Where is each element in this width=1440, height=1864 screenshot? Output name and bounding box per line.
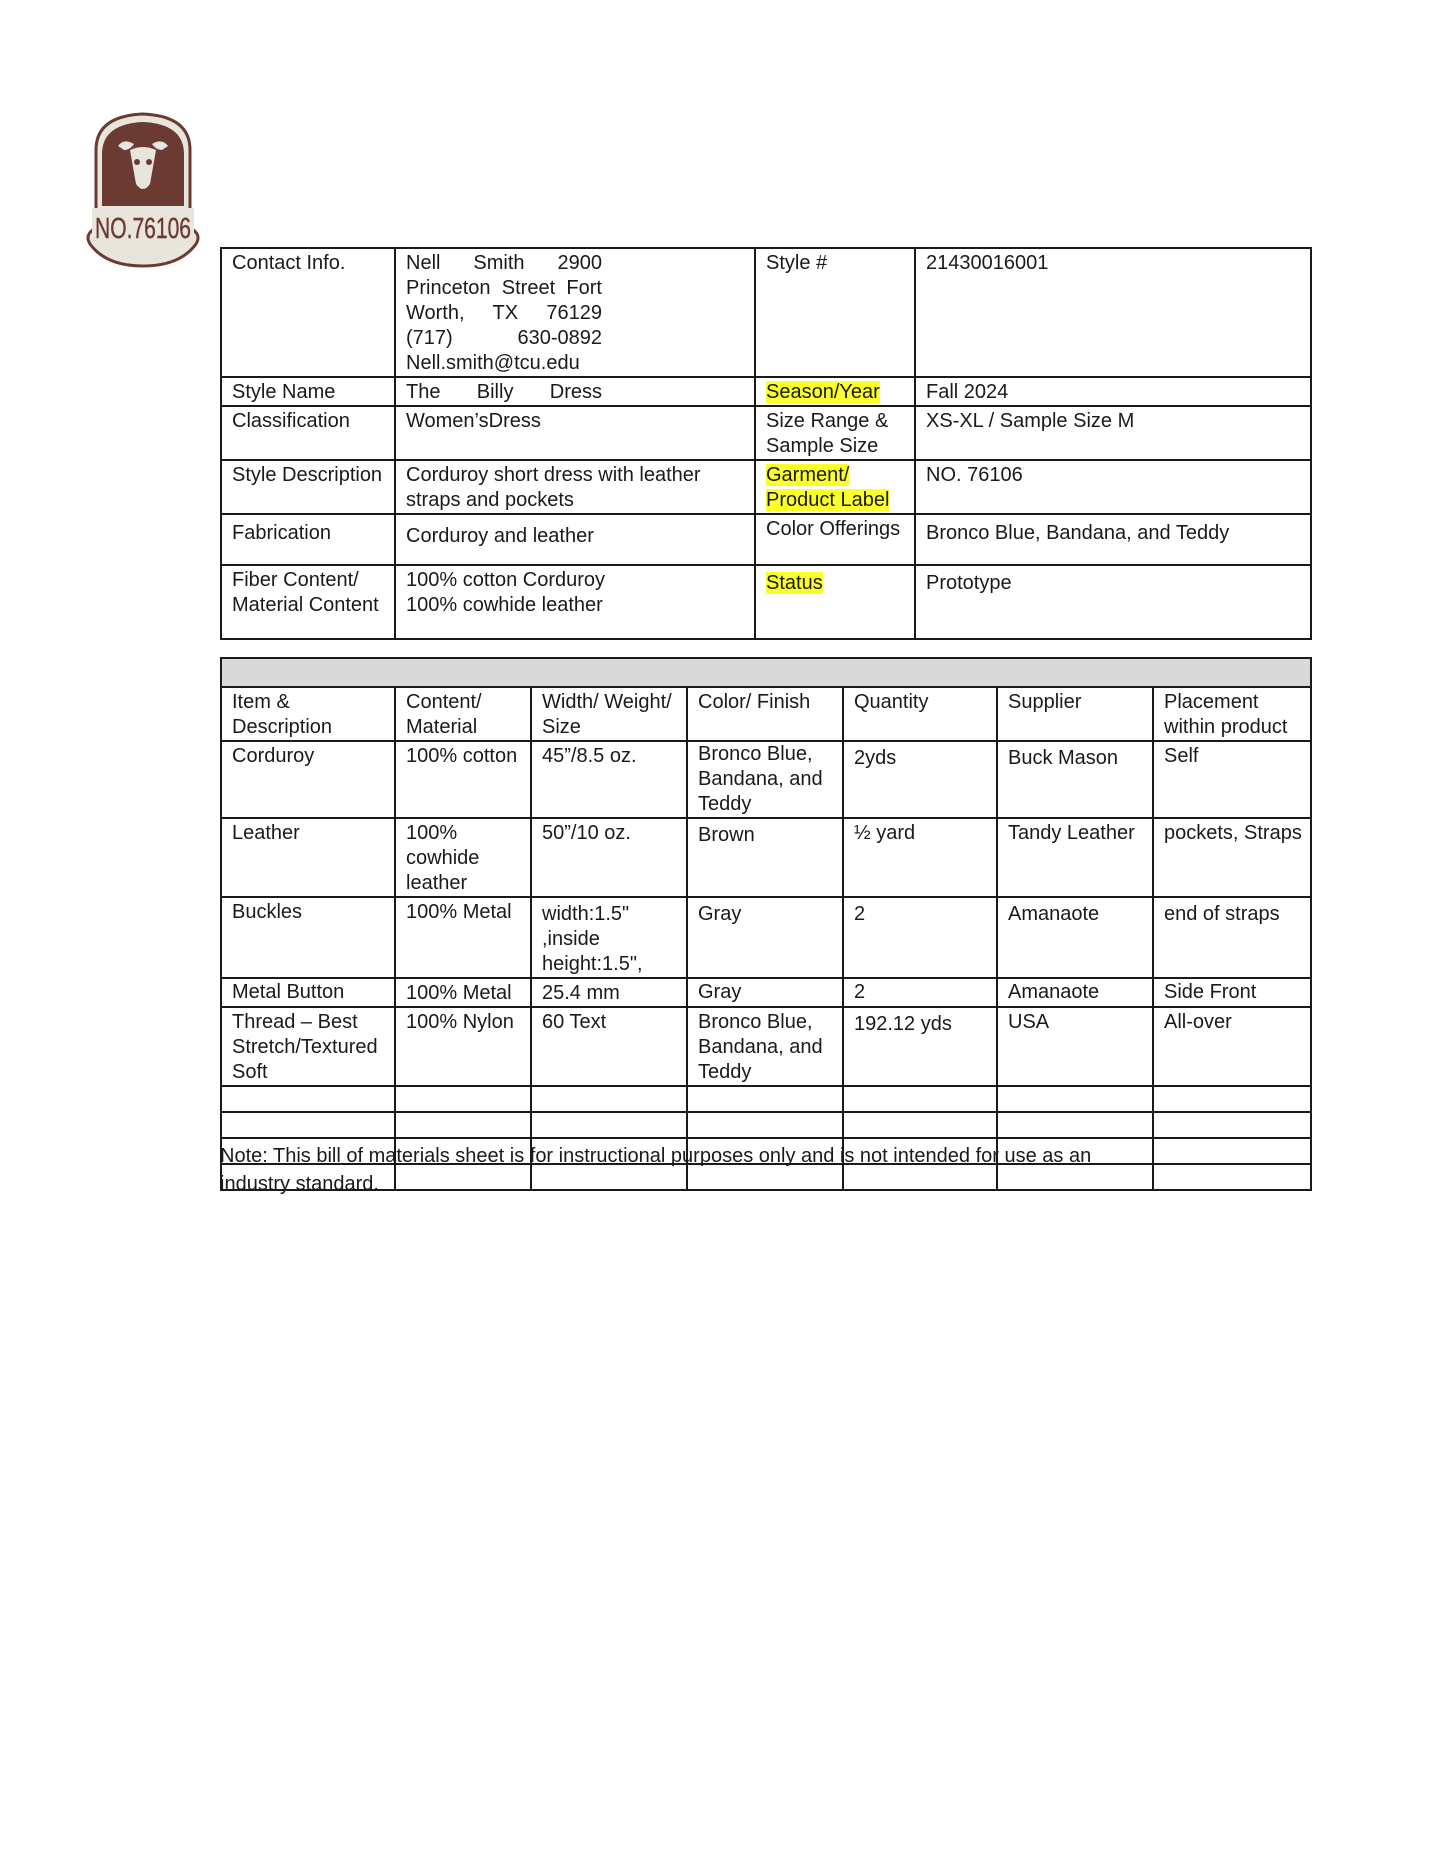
bull-skull-logo-icon (84, 110, 202, 268)
style-number-value: 21430016001 (915, 248, 1311, 377)
table-cell: ½ yard (843, 818, 997, 897)
table-row (221, 1007, 1311, 1086)
style-name-label: Style Name (221, 377, 395, 406)
table-cell: Amanaote (997, 978, 1153, 1007)
contact-label: Contact Info. (221, 248, 395, 377)
column-header: Color/ Finish (687, 687, 843, 741)
table-cell: 192.12 yds (843, 1007, 997, 1086)
table-cell: Gray (687, 897, 843, 978)
table-cell: 45”/8.5 oz. (531, 741, 687, 818)
fabrication-value: Corduroy and leather (395, 514, 755, 565)
classification-label: Classification (221, 406, 395, 460)
materials-table (220, 657, 1312, 1191)
table-cell: All-over (1153, 1007, 1311, 1086)
fabrication-label: Fabrication (221, 514, 395, 565)
table-cell: Side Front (1153, 978, 1311, 1007)
column-header: Item & Description (221, 687, 395, 741)
column-header: Placement within product (1153, 687, 1311, 741)
table-cell: 2 (843, 978, 997, 1007)
size-value: XS-XL / Sample Size M (915, 406, 1311, 460)
spec-row-style-name (221, 377, 1311, 406)
table-cell: 100% cotton (395, 741, 531, 818)
table-cell: Self (1153, 741, 1311, 818)
table-cell: 50”/10 oz. (531, 818, 687, 897)
table-row (221, 818, 1311, 897)
table-header-row (221, 687, 1311, 741)
spec-row-description (221, 460, 1311, 514)
season-label: Season/Year (766, 381, 880, 403)
table-cell: Leather (221, 818, 395, 897)
column-header: Supplier (997, 687, 1153, 741)
disclaimer-note: Note: This bill of materials sheet is for instructional purposes only and is not intended for use as an industry standard. (220, 1145, 1092, 1195)
color-offerings-value: Bronco Blue, Bandana, and Teddy (915, 514, 1311, 565)
table-cell: 100% Metal (395, 897, 531, 978)
table-cell: pockets, Straps (1153, 818, 1311, 897)
season-value: Fall 2024 (915, 377, 1311, 406)
table-row (221, 741, 1311, 818)
column-header: Quantity (843, 687, 997, 741)
color-offerings-label: Color Offerings (755, 514, 915, 565)
style-number-label: Style # (755, 248, 915, 377)
table-cell: Gray (687, 978, 843, 1007)
table-cell: 2 (843, 897, 997, 978)
table-cell: 100% Metal (395, 978, 531, 1007)
table-cell: Bronco Blue, Bandana, and Teddy (687, 1007, 843, 1086)
table-cell: Metal Button (221, 978, 395, 1007)
logo-text: NO.76106 (95, 213, 191, 245)
table-cell: Bronco Blue, Bandana, and Teddy (687, 741, 843, 818)
style-name-value: The Billy Dress (406, 381, 602, 403)
table-cell: width:1.5" ,inside height:1.5", (531, 897, 687, 978)
table-divider (221, 658, 1311, 687)
table-cell: Thread – Best Stretch/Textured Soft (221, 1007, 395, 1086)
garment-label: Garment/ Product Label (766, 464, 890, 511)
table-cell: 60 Text (531, 1007, 687, 1086)
column-header: Content/ Material (395, 687, 531, 741)
column-header: Width/ Weight/ Size (531, 687, 687, 741)
classification-value: Women’sDress (395, 406, 755, 460)
spec-row-fabrication (221, 514, 1311, 565)
table-cell: Buck Mason (997, 741, 1153, 818)
description-label: Style Description (221, 460, 395, 514)
fiber-label: Fiber Content/ Material Content (221, 565, 395, 639)
table-cell: 100% cowhide leather (395, 818, 531, 897)
description-value: Corduroy short dress with leather straps and pockets (395, 460, 755, 514)
table-cell: 100% Nylon (395, 1007, 531, 1086)
table-cell: Buckles (221, 897, 395, 978)
table-cell: 2yds (843, 741, 997, 818)
status-value: Prototype (915, 565, 1311, 639)
table-cell: end of straps (1153, 897, 1311, 978)
size-label: Size Range & Sample Size (755, 406, 915, 460)
spec-row-classification (221, 406, 1311, 460)
table-cell: Amanaote (997, 897, 1153, 978)
empty-row (221, 1112, 1311, 1138)
table-row (221, 897, 1311, 978)
table-cell: Brown (687, 818, 843, 897)
garment-value: NO. 76106 (915, 460, 1311, 514)
style-spec-table (220, 247, 1312, 640)
contact-value: Nell Smith 2900 Princeton Street Fort Worth, TX 76129 (717) 630-0892 Nell.smith@tcu.edu (406, 252, 602, 374)
empty-row (221, 1086, 1311, 1112)
brand-logo (84, 110, 202, 268)
table-cell: Corduroy (221, 741, 395, 818)
status-label: Status (766, 572, 823, 594)
table-cell: Tandy Leather (997, 818, 1153, 897)
table-cell: 25.4 mm (531, 978, 687, 1007)
fiber-value: 100% cotton Corduroy 100% cowhide leather (395, 565, 755, 639)
table-cell: USA (997, 1007, 1153, 1086)
table-row (221, 978, 1311, 1007)
spec-row-contact (221, 248, 1311, 377)
spec-row-fiber (221, 565, 1311, 639)
